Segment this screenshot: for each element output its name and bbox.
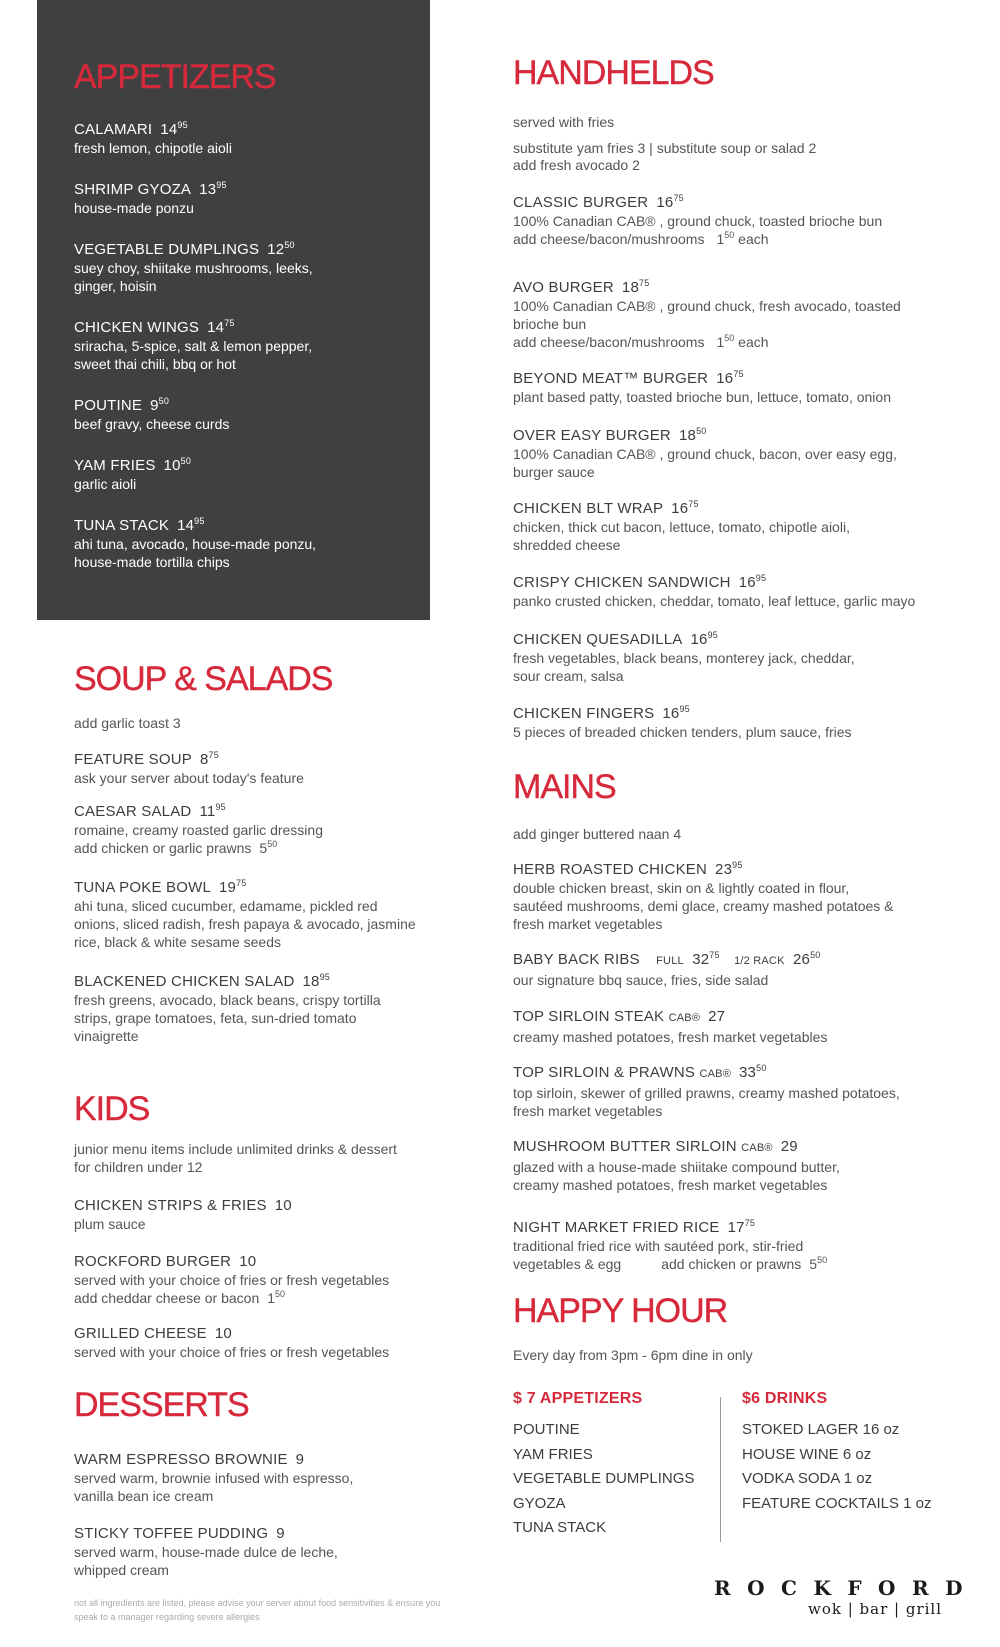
item-cents: 50 <box>696 426 707 436</box>
item-description: panko crusted chicken, cheddar, tomato, leaf lettuce, garlic mayo <box>513 593 916 609</box>
item-price: 33 <box>739 1064 757 1081</box>
menu-item <box>74 878 416 951</box>
item-description: 100% Canadian CAB® , ground chuck, bacon, over easy egg, burger sauce <box>513 446 897 480</box>
item-name: YAM FRIES <box>74 457 156 474</box>
item-price: 14 <box>207 319 225 336</box>
item-description: served with your choice of fries or fresh vegetables <box>74 1344 390 1360</box>
item-price: 9 <box>295 1451 305 1468</box>
half-rack-price: 26 <box>792 951 811 968</box>
item-name: CHICKEN STRIPS & FRIES <box>74 1197 267 1214</box>
handhelds-title: HANDHELDS <box>513 54 714 92</box>
item-description: fresh greens, avocado, black beans, crispy tortilla strips, grape tomatoes, feta, sun-dried tomato vinaigrette <box>74 992 381 1044</box>
kids-title: KIDS <box>74 1090 150 1128</box>
cab-tag: CAB® <box>699 1068 732 1080</box>
addon-price: 1 <box>267 1290 276 1306</box>
menu-item <box>513 1218 827 1273</box>
item-price: 18 <box>621 279 639 296</box>
item-cents: 75 <box>236 878 247 888</box>
item-name: BLACKENED CHICKEN SALAD <box>74 973 295 990</box>
menu-item <box>74 1324 389 1361</box>
handhelds-substitutes: substitute yam fries 3 | substitute soup or salad 2 <box>513 140 817 156</box>
item-addon: add cheese/bacon/mushrooms <box>513 334 705 350</box>
menu-item <box>74 750 304 787</box>
item-addon: add cheese/bacon/mushrooms <box>513 231 705 247</box>
item-description: glazed with a house-made shiitake compound butter, creamy mashed potatoes, fresh market vegetables <box>513 1159 840 1193</box>
drink-size: 6 oz <box>842 1445 872 1463</box>
item-name: TOP SIRLOIN & PRAWNS <box>513 1064 696 1081</box>
list-item <box>742 1492 932 1517</box>
menu-item <box>513 1007 827 1046</box>
hh-appetizers-title: $ 7 APPETIZERS <box>513 1390 643 1407</box>
item-addon: add cheddar cheese or bacon <box>74 1290 260 1306</box>
item-description: 100% Canadian CAB® , ground chuck, fresh avocado, toasted brioche bun <box>513 298 901 332</box>
item-price: 10 <box>163 457 181 474</box>
addon-price: 1 <box>716 334 725 350</box>
item-price: 14 <box>177 517 195 534</box>
item-description: plum sauce <box>74 1216 146 1232</box>
left-column <box>74 0 454 1647</box>
item-cents: 95 <box>755 573 767 583</box>
drink-name: HOUSE WINE <box>742 1445 839 1463</box>
menu-item <box>513 1063 900 1120</box>
list-item: TUNA STACK <box>513 1519 607 1536</box>
rockford-logo: ROCKFORD <box>714 1576 979 1600</box>
item-description: 5 pieces of breaded chicken tenders, plum sauce, fries <box>513 724 852 740</box>
item-name: CHICKEN FINGERS <box>513 705 655 722</box>
rockford-logo-tagline: wok | bar | grill <box>808 1600 943 1618</box>
item-cents: 75 <box>224 318 235 328</box>
item-price: 19 <box>219 879 237 896</box>
menu-item <box>74 1196 292 1233</box>
item-name: TUNA STACK <box>74 517 170 534</box>
happy-hour-appetizers <box>513 1390 694 1541</box>
item-name: ROCKFORD BURGER <box>74 1253 232 1270</box>
half-rack-cents: 50 <box>810 950 821 960</box>
item-price: 10 <box>239 1253 257 1270</box>
addon-cents: 50 <box>817 1255 828 1265</box>
addon-price: 5 <box>259 840 268 856</box>
item-cents: 75 <box>733 369 744 379</box>
item-price: 16 <box>662 705 680 722</box>
menu-item <box>74 802 323 857</box>
half-rack-label: 1/2 RACK <box>734 955 785 967</box>
item-description: house-made ponzu <box>74 200 194 216</box>
item-description: served warm, house-made dulce de leche, whipped cream <box>74 1544 338 1578</box>
kids-note: junior menu items include unlimited drinks & dessert for children under 12 <box>74 1141 397 1175</box>
allergy-disclaimer: not all ingredients are listed, please advise your server about food sensitivities & ensure you speak to a manager regarding severe allergies <box>74 1598 441 1622</box>
item-price: 8 <box>199 751 209 768</box>
item-name: CLASSIC BURGER <box>513 194 649 211</box>
right-column <box>513 0 983 1647</box>
item-cents: 50 <box>158 396 170 406</box>
item-description: ahi tuna, avocado, house-made ponzu, house-made tortilla chips <box>74 536 317 570</box>
full-rack-label: FULL <box>656 955 684 967</box>
item-price: 18 <box>678 427 697 444</box>
cab-tag: CAB® <box>668 1012 701 1024</box>
desserts-title: DESSERTS <box>74 1386 249 1424</box>
addon-cents: 50 <box>724 333 735 343</box>
item-price: 23 <box>715 861 733 878</box>
cab-tag: CAB® <box>741 1142 773 1154</box>
happy-hour-drinks <box>742 1390 932 1516</box>
menu-item <box>513 860 894 933</box>
list-item: VEGETABLE DUMPLINGS <box>513 1470 695 1487</box>
item-price: 17 <box>727 1219 745 1236</box>
item-price: 12 <box>267 241 285 258</box>
menu-item <box>513 573 915 610</box>
item-description: fresh lemon, chipotle aioli <box>74 140 232 156</box>
item-description: creamy mashed potatoes, fresh market vegetables <box>513 1029 828 1045</box>
list-item: YAM FRIES <box>513 1445 593 1463</box>
item-description: beef gravy, cheese curds <box>74 416 230 432</box>
menu-item <box>513 704 852 741</box>
item-cents: 95 <box>679 704 690 714</box>
appetizers-title: APPETIZERS <box>74 58 276 96</box>
item-cents: 50 <box>284 240 295 250</box>
item-description: sriracha, 5-spice, salt & lemon pepper, sweet thai chili, bbq or hot <box>74 338 313 372</box>
addon-cents: 50 <box>724 230 735 240</box>
addon-each: each <box>738 334 769 350</box>
item-name: AVO BURGER <box>513 279 614 296</box>
drink-name: STOKED LAGER <box>742 1421 859 1438</box>
item-price: 9 <box>276 1525 285 1542</box>
item-description: plant based patty, toasted brioche bun, lettuce, tomato, onion <box>513 389 891 405</box>
item-description: top sirloin, skewer of grilled prawns, creamy mashed potatoes, fresh market vegetables <box>513 1085 900 1119</box>
list-item <box>742 1467 932 1492</box>
item-description: double chicken breast, skin on & lightly coated in flour, sautéed mushrooms, demi glace, creamy mashed potatoes & fresh market vegetables <box>513 880 894 932</box>
drink-size: 1 oz <box>843 1470 873 1487</box>
menu-item <box>74 972 381 1045</box>
item-cents: 50 <box>180 456 192 466</box>
item-price: 10 <box>214 1325 232 1342</box>
menu-item <box>513 1137 840 1194</box>
item-price: 16 <box>738 574 756 591</box>
drink-name: VODKA SODA <box>742 1470 840 1487</box>
addon-price: 1 <box>716 231 725 247</box>
item-description: traditional fried rice with sautéed pork, stir-fried <box>513 1238 804 1254</box>
list-item <box>742 1443 932 1468</box>
hh-drinks-title: $6 DRINKS <box>742 1390 828 1407</box>
item-description-end: vegetables & egg <box>513 1256 622 1272</box>
drink-size: 16 oz <box>862 1421 900 1438</box>
item-price: 29 <box>780 1138 798 1155</box>
item-cents: 95 <box>215 802 226 812</box>
item-name: HERB ROASTED CHICKEN <box>513 861 708 878</box>
happy-hour-note: Every day from 3pm - 6pm dine in only <box>513 1347 753 1363</box>
happy-hour-title: HAPPY HOUR <box>513 1292 728 1330</box>
item-name: MUSHROOM BUTTER SIRLOIN <box>513 1138 737 1155</box>
addon-price: 5 <box>809 1256 818 1272</box>
item-name: CALAMARI <box>74 121 153 138</box>
soup-salads-note: add garlic toast 3 <box>74 715 181 731</box>
item-cents: 95 <box>732 860 743 870</box>
item-name: WARM ESPRESSO BROWNIE <box>74 1451 288 1468</box>
list-item: POUTINE <box>513 1421 580 1438</box>
menu-item <box>513 499 850 554</box>
item-cents: 75 <box>208 750 219 760</box>
item-description: suey choy, shiitake mushrooms, leeks, ginger, hoisin <box>74 260 313 294</box>
item-cents: 95 <box>319 972 331 982</box>
item-name: CHICKEN WINGS <box>74 319 200 336</box>
menu-item <box>74 1252 389 1307</box>
handhelds-avocado-addon: add fresh avocado 2 <box>513 157 640 173</box>
item-description: romaine, creamy roasted garlic dressing <box>74 822 323 838</box>
menu-item <box>513 369 891 406</box>
list-item: GYOZA <box>513 1494 566 1512</box>
item-name: BEYOND MEAT™ BURGER <box>513 370 709 387</box>
item-name: NIGHT MARKET FRIED RICE <box>513 1219 720 1236</box>
item-cents: 75 <box>688 499 699 509</box>
item-description: fresh vegetables, black beans, monterey jack, cheddar, sour cream, salsa <box>513 650 855 684</box>
item-addon: add chicken or garlic prawns <box>74 840 252 856</box>
item-description: ask your server about today's feature <box>74 770 304 786</box>
addon-cents: 50 <box>275 1289 286 1299</box>
item-price: 9 <box>150 397 159 414</box>
menu-item <box>74 1524 338 1579</box>
item-name: CHICKEN QUESADILLA <box>513 631 683 648</box>
item-price: 18 <box>302 973 320 990</box>
item-cents: 75 <box>673 193 684 203</box>
item-name: TOP SIRLOIN STEAK <box>513 1008 665 1025</box>
item-name: BABY BACK RIBS <box>513 951 640 968</box>
item-price: 11 <box>199 803 216 820</box>
item-cents: 75 <box>744 1218 756 1228</box>
item-price: 16 <box>716 370 734 387</box>
menu-item <box>513 950 821 989</box>
item-price: 32 <box>692 951 710 968</box>
item-price: 10 <box>274 1197 292 1214</box>
menu-item <box>513 193 882 248</box>
addon-each: each <box>738 231 769 247</box>
item-description: our signature bbq sauce, fries, side salad <box>513 972 769 988</box>
item-cents: 95 <box>177 120 188 130</box>
item-description: 100% Canadian CAB® , ground chuck, toasted brioche bun <box>513 213 883 229</box>
mains-title: MAINS <box>513 768 616 806</box>
item-name: TUNA POKE BOWL <box>74 879 211 896</box>
item-description: garlic aioli <box>74 476 137 492</box>
item-name: OVER EASY BURGER <box>513 427 671 444</box>
item-cents: 75 <box>639 278 650 288</box>
item-description: chicken, thick cut bacon, lettuce, tomato, chipotle aioli, shredded cheese <box>513 519 850 553</box>
item-cents: 95 <box>216 180 227 190</box>
mains-note: add ginger buttered naan 4 <box>513 826 682 842</box>
handhelds-note: served with fries <box>513 114 615 130</box>
list-item <box>742 1418 932 1443</box>
item-name: FEATURE SOUP <box>74 751 192 768</box>
item-description: served warm, brownie infused with espresso, vanilla bean ice cream <box>74 1470 354 1504</box>
item-name: CRISPY CHICKEN SANDWICH <box>513 574 731 591</box>
happy-hour-divider <box>720 1397 721 1542</box>
item-name: GRILLED CHEESE <box>74 1325 207 1342</box>
menu-item <box>513 426 897 481</box>
soup-salads-title: SOUP & SALADS <box>74 660 333 698</box>
item-name: POUTINE <box>74 397 143 414</box>
menu-item <box>513 278 901 351</box>
item-name: VEGETABLE DUMPLINGS <box>74 241 260 258</box>
drink-size: 1 oz <box>903 1494 932 1512</box>
menu-item <box>513 630 855 685</box>
addon-cents: 50 <box>267 839 278 849</box>
item-name: CHICKEN BLT WRAP <box>513 500 664 517</box>
item-price: 13 <box>199 181 217 198</box>
drink-name: FEATURE COCKTAILS <box>742 1494 899 1512</box>
item-price: 14 <box>160 121 178 138</box>
menu-item <box>74 1450 353 1505</box>
item-price: 27 <box>708 1008 726 1025</box>
item-cents: 95 <box>194 516 205 526</box>
item-description: served with your choice of fries or fresh vegetables <box>74 1272 390 1288</box>
item-price: 16 <box>656 194 674 211</box>
item-description: ahi tuna, sliced cucumber, edamame, pickled red onions, sliced radish, fresh papaya & avocado, jasmine rice, black & white sesame seeds <box>74 898 416 950</box>
item-price: 16 <box>671 500 689 517</box>
item-cents: 95 <box>707 630 718 640</box>
item-addon: add chicken or prawns <box>661 1256 802 1272</box>
item-name: SHRIMP GYOZA <box>74 181 192 198</box>
item-cents: 75 <box>709 950 720 960</box>
item-price: 16 <box>690 631 708 648</box>
item-name: STICKY TOFFEE PUDDING <box>74 1525 269 1542</box>
item-name: CAESAR SALAD <box>74 803 192 820</box>
item-cents: 50 <box>756 1063 767 1073</box>
